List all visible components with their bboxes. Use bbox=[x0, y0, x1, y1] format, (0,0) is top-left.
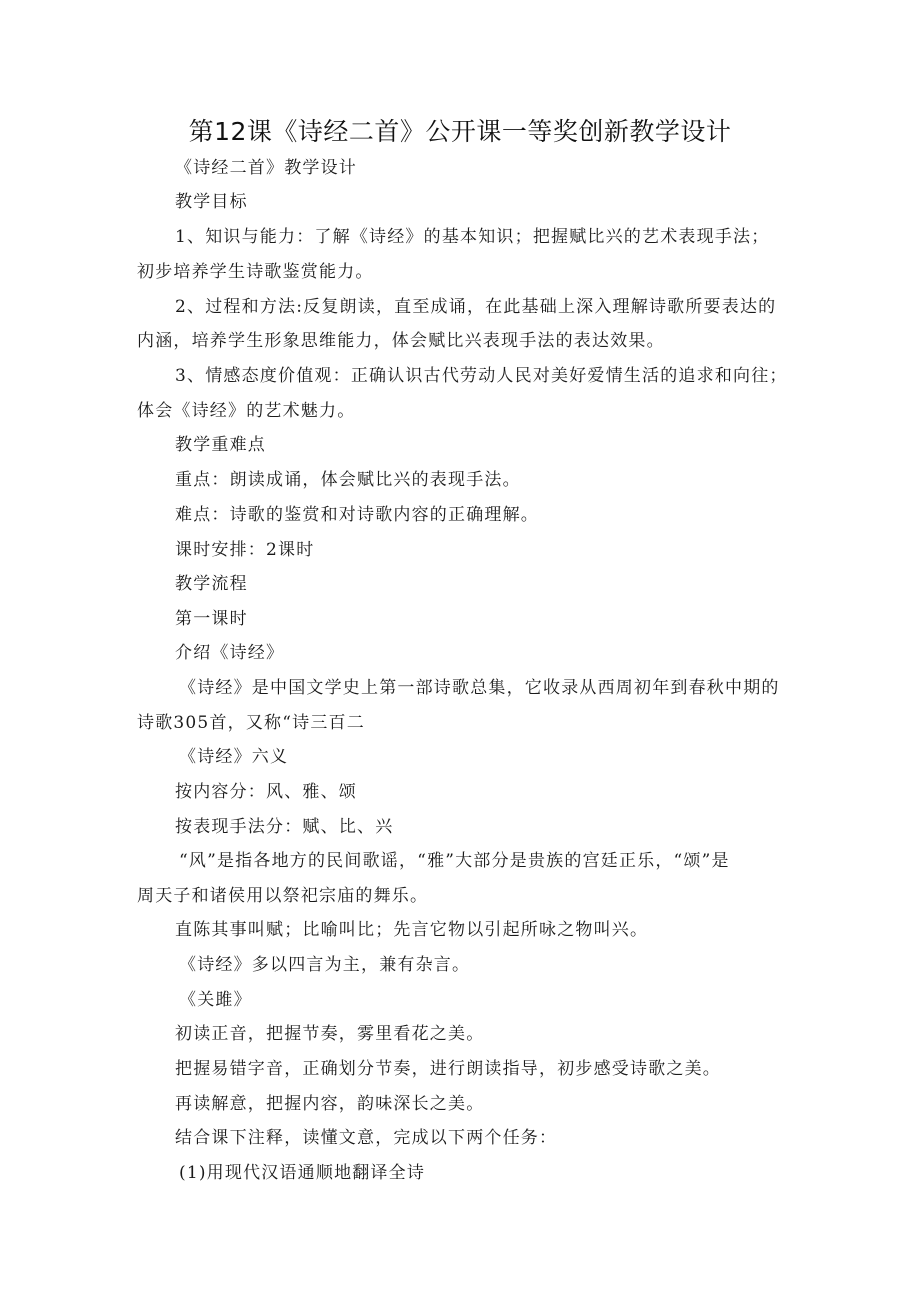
document-title: 第12课《诗经二首》公开课一等奖创新教学设计 bbox=[188, 117, 732, 146]
paragraph-line: 1、知识与能力：了解《诗经》的基本知识；把握赋比兴的艺术表现手法； bbox=[175, 227, 770, 247]
paragraph-line: 2、过程和方法:反复朗读，直至成诵，在此基础上深入理解诗歌所要表达的 bbox=[175, 297, 777, 317]
section-heading-guanju: 《关雎》 bbox=[179, 990, 252, 1010]
paragraph-line: 按内容分：风、雅、颂 bbox=[175, 782, 357, 802]
section-heading-six-meanings: 《诗经》六义 bbox=[179, 747, 289, 767]
paragraph-line: 周天子和诸侯用以祭祀宗庙的舞乐。 bbox=[137, 886, 429, 906]
section-heading-intro: 介绍《诗经》 bbox=[175, 643, 285, 663]
paragraph-line: 课时安排：2课时 bbox=[175, 540, 315, 560]
paragraph-line: “风”是指各地方的民间歌谣，“雅”大部分是贵族的宫廷正乐，“颂”是 bbox=[179, 851, 730, 871]
paragraph-line: 再读解意，把握内容，韵味深长之美。 bbox=[175, 1094, 485, 1114]
paragraph-line: 结合课下注释，读懂文意，完成以下两个任务： bbox=[175, 1128, 558, 1148]
paragraph-line: 《诗经》多以四言为主，兼有杂言。 bbox=[179, 955, 471, 975]
paragraph-line: 3、情感态度价值观：正确认识古代劳动人民对美好爱情生活的追求和向往； bbox=[175, 366, 788, 386]
list-item: (1)用现代汉语通顺地翻译全诗 bbox=[179, 1163, 426, 1183]
paragraph-line: 《诗经》是中国文学史上第一部诗歌总集，它收录从西周初年到春秋中期的 bbox=[179, 678, 780, 698]
paragraph-line: 把握易错字音，正确划分节奏，进行朗读指导，初步感受诗歌之美。 bbox=[175, 1059, 721, 1079]
paragraph-line: 重点：朗读成诵，体会赋比兴的表现手法。 bbox=[175, 470, 521, 490]
section-heading-objectives: 教学目标 bbox=[175, 192, 248, 212]
paragraph-line: 按表现手法分：赋、比、兴 bbox=[175, 817, 394, 837]
section-heading-first-lesson: 第一课时 bbox=[175, 609, 248, 629]
section-heading-process: 教学流程 bbox=[175, 574, 248, 594]
paragraph-line: 难点：诗歌的鉴赏和对诗歌内容的正确理解。 bbox=[175, 505, 539, 525]
paragraph-line: 初步培养学生诗歌鉴赏能力。 bbox=[137, 262, 374, 282]
paragraph-line: 体会《诗经》的艺术魅力。 bbox=[137, 401, 356, 421]
paragraph-line: 直陈其事叫赋；比喻叫比；先言它物以引起所咏之物叫兴。 bbox=[175, 920, 649, 940]
section-heading-key-points: 教学重难点 bbox=[175, 435, 266, 455]
subtitle: 《诗经二首》教学设计 bbox=[175, 158, 357, 178]
paragraph-line: 内涵，培养学生形象思维能力，体会赋比兴表现手法的表达效果。 bbox=[137, 331, 665, 351]
paragraph-line: 诗歌305首，又称“诗三百二 bbox=[137, 713, 365, 733]
paragraph-line: 初读正音，把握节奏，雾里看花之美。 bbox=[175, 1024, 485, 1044]
